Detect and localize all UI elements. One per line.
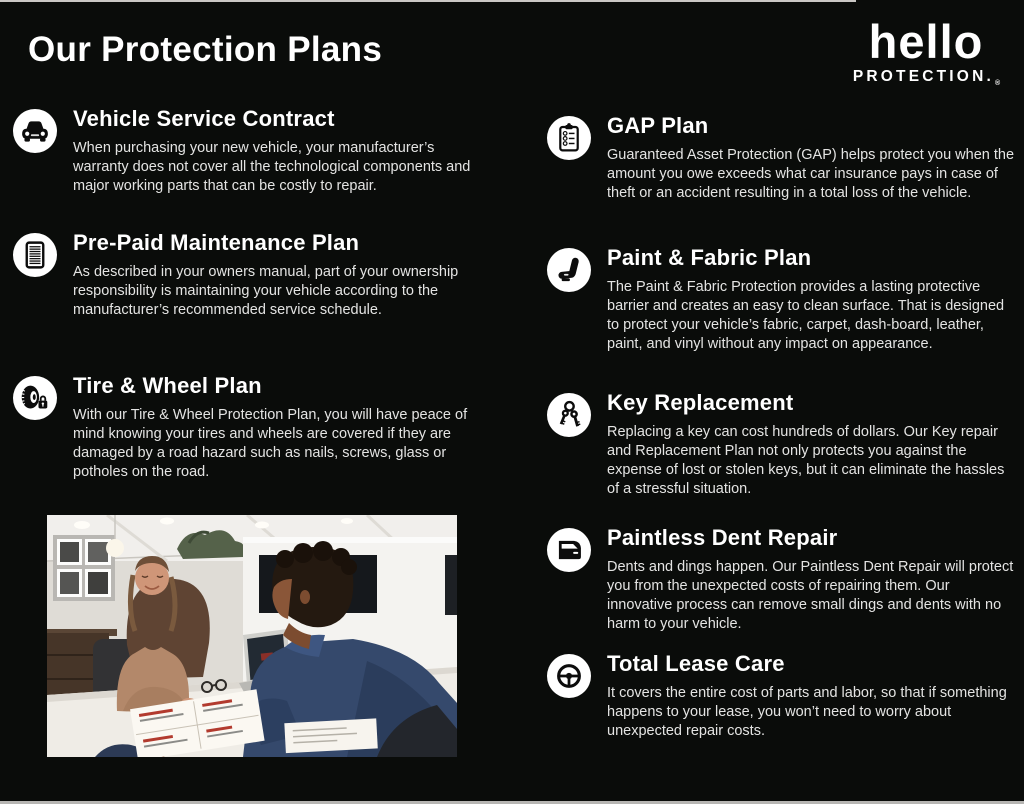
keys-icon: [547, 393, 591, 437]
plan-title: Tire & Wheel Plan: [73, 373, 262, 398]
plan-title: Total Lease Care: [607, 651, 785, 676]
plan-section: [547, 113, 1017, 203]
plan-text-block: [607, 113, 1017, 203]
car-door-icon: [547, 528, 591, 572]
plan-title: Paintless Dent Repair: [607, 525, 838, 550]
steering-wheel-icon: [547, 654, 591, 698]
plan-text-block: [607, 651, 1017, 741]
plan-description: Replacing a key can cost hundreds of dollars. Our Key repair and Replacement Plan not only protects you against the expense of lost or stolen keys, but it can eliminate the hassles of a stressful situation.: [607, 424, 1005, 497]
photo-illustration: [47, 515, 457, 757]
plan-description: The Paint & Fabric Protection provides a lasting protective barrier and creates an easy to clean surface. That is designed to protect your vehicle’s fabric, carpet, dash-board, leather, paint, and vinyl without any impact on appearance.: [607, 279, 1005, 352]
top-edge-artifact: [0, 0, 856, 2]
brand-subtitle: [838, 68, 1014, 86]
plan-title: Paint & Fabric Plan: [607, 245, 812, 270]
plan-description: When purchasing your new vehicle, your manufacturer’s warranty does not cover all the technological components and major working parts that can be costly to repair.: [73, 140, 471, 194]
page-title: Our Protection Plans: [28, 30, 383, 69]
tire-lock-icon: [13, 376, 57, 420]
plan-text-block: [73, 230, 477, 320]
seat-icon: [547, 248, 591, 292]
plan-text-block: [73, 373, 477, 482]
registered-trademark: ®: [994, 80, 1001, 87]
plan-description: Guaranteed Asset Protection (GAP) helps protect you when the amount you owe exceeds what car insurance pays in case of theft or an accident resulting in a total loss of the vehicle.: [607, 147, 1015, 201]
plan-title: Key Replacement: [607, 390, 794, 415]
plan-section: [547, 245, 1017, 354]
car-icon: [13, 109, 57, 153]
plan-section: [13, 230, 497, 320]
brand-subtitle-text: PROTECTION.: [852, 68, 994, 85]
plan-description: Dents and dings happen. Our Paintless Dent Repair will protect you from the unexpected costs of repairing them. Our innovative process can remove small dings and dents with no harm to your vehicle.: [607, 559, 1014, 632]
plan-text-block: [607, 245, 1017, 354]
plan-title: GAP Plan: [607, 113, 709, 138]
plan-text-block: [73, 106, 477, 196]
plan-section: [547, 525, 1017, 634]
dealership-consultation-photo: [47, 515, 457, 757]
plan-section: [547, 651, 1017, 741]
plan-text-block: [607, 390, 1017, 499]
plan-title: Pre-Paid Maintenance Plan: [73, 230, 360, 255]
plan-title: Vehicle Service Contract: [73, 106, 335, 131]
plan-section: [13, 106, 497, 196]
plan-text-block: [607, 525, 1017, 634]
plan-description: With our Tire & Wheel Protection Plan, you will have peace of mind knowing your tires and wheels are covered if they are damaged by a road hazard such as nails, screws, glass or potholes on the road.: [73, 407, 468, 480]
manual-icon: [13, 233, 57, 277]
plan-section: [13, 373, 497, 482]
brand-wordmark: hello: [868, 15, 984, 68]
brand-logo: [838, 15, 1014, 87]
plan-description: As described in your owners manual, part of your ownership responsibility is maintaining your vehicle according to the manufacturer’s recommended service schedule.: [73, 264, 459, 318]
clipboard-icon: [547, 116, 591, 160]
plan-section: [547, 390, 1017, 499]
plan-description: It covers the entire cost of parts and labor, so that if something happens to your lease, you won’t need to worry about unexpected repair costs.: [607, 685, 1007, 739]
